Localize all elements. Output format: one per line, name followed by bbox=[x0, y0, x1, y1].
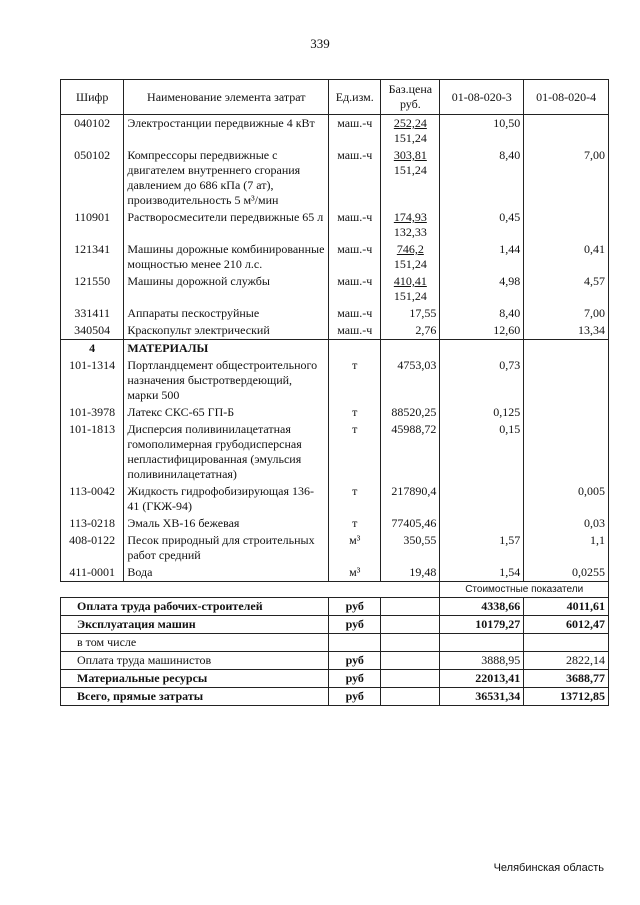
row-unit: маш.-ч bbox=[329, 322, 381, 340]
price-value: 252,24 bbox=[393, 116, 427, 130]
row-name: Машины дорожные комбинированные мощностью менее 210 л.с. bbox=[124, 241, 329, 273]
price-value: 17,55 bbox=[409, 306, 437, 320]
row-name: Компрессоры передвижные с двигателем внутреннего сгорания давлением до 686 кПа (7 ат), производительность 5 м³/мин bbox=[124, 147, 329, 209]
row-col1: 0,73 bbox=[440, 357, 524, 404]
row-unit: м³ bbox=[329, 564, 381, 582]
row-col1: 8,40 bbox=[440, 147, 524, 209]
row-unit: т bbox=[329, 404, 381, 421]
row-name: Эмаль ХВ-16 бежевая bbox=[124, 515, 329, 532]
row-unit: т bbox=[329, 483, 381, 515]
row-col2: 0,0255 bbox=[524, 564, 609, 582]
table-row bbox=[61, 404, 609, 421]
table-row bbox=[61, 273, 609, 305]
row-name: Растворосмесители передвижные 65 л bbox=[124, 209, 329, 241]
row-price bbox=[381, 305, 440, 322]
row-code: 411-0001 bbox=[61, 564, 124, 582]
row-col2 bbox=[524, 421, 609, 483]
row-code: 101-1314 bbox=[61, 357, 124, 404]
total-name: в том числе bbox=[61, 634, 329, 652]
total-row bbox=[61, 598, 609, 616]
price-value: 410,41 bbox=[393, 274, 427, 288]
row-code: 113-0042 bbox=[61, 483, 124, 515]
total-col1: 36531,34 bbox=[440, 688, 524, 706]
section-row bbox=[61, 340, 609, 358]
row-price: 19,48 bbox=[381, 564, 440, 582]
total-unit: руб bbox=[329, 616, 381, 634]
row-unit: маш.-ч bbox=[329, 209, 381, 241]
row-unit: т bbox=[329, 357, 381, 404]
total-col1: 10179,27 bbox=[440, 616, 524, 634]
row-price: 88520,25 bbox=[381, 404, 440, 421]
empty-cell bbox=[61, 582, 440, 598]
row-unit: маш.-ч bbox=[329, 305, 381, 322]
total-col1: 22013,41 bbox=[440, 670, 524, 688]
price-value: 746,2 bbox=[396, 242, 424, 256]
table-row bbox=[61, 305, 609, 322]
row-price bbox=[381, 322, 440, 340]
row-col1: 1,54 bbox=[440, 564, 524, 582]
total-col2: 2822,14 bbox=[524, 652, 609, 670]
row-col1: 0,45 bbox=[440, 209, 524, 241]
row-code: 113-0218 bbox=[61, 515, 124, 532]
header-name: Наименование элемента затрат bbox=[124, 80, 329, 115]
row-price: 77405,46 bbox=[381, 515, 440, 532]
cost-caption: Стоимостные показатели bbox=[440, 582, 609, 598]
row-col1: 0,125 bbox=[440, 404, 524, 421]
row-col2: 7,00 bbox=[524, 305, 609, 322]
empty-cell bbox=[381, 688, 440, 706]
row-code: 101-1813 bbox=[61, 421, 124, 483]
row-unit: т bbox=[329, 421, 381, 483]
page-number: 339 bbox=[310, 36, 330, 51]
price-value: 174,93 bbox=[393, 210, 427, 224]
total-unit: руб bbox=[329, 670, 381, 688]
price-base-value: 151,24 bbox=[393, 257, 427, 271]
row-price bbox=[381, 147, 440, 209]
row-name: Портландцемент общестроительного назначения быстротвердеющий, марки 500 bbox=[124, 357, 329, 404]
row-col1: 1,44 bbox=[440, 241, 524, 273]
row-col2: 0,005 bbox=[524, 483, 609, 515]
total-name: Оплата труда рабочих-строителей bbox=[61, 598, 329, 616]
row-col1 bbox=[440, 515, 524, 532]
row-unit: маш.-ч bbox=[329, 147, 381, 209]
row-price bbox=[381, 273, 440, 305]
row-price: 4753,03 bbox=[381, 357, 440, 404]
header-col1: 01-08-020-3 bbox=[440, 80, 524, 115]
row-name: Краскопульт электрический bbox=[124, 322, 329, 340]
total-name: Эксплуатация машин bbox=[61, 616, 329, 634]
total-name: Материальные ресурсы bbox=[61, 670, 329, 688]
row-name: Жидкость гидрофобизирующая 136-41 (ГКЖ-94) bbox=[124, 483, 329, 515]
total-unit bbox=[329, 634, 381, 652]
header-unit: Ед.изм. bbox=[329, 80, 381, 115]
row-name: Дисперсия поливинилацетатная гомополимерная грубодисперсная непластифицированная (эмульсия поливинилацетатная) bbox=[124, 421, 329, 483]
price-value: 303,81 bbox=[393, 148, 427, 162]
row-unit: маш.-ч bbox=[329, 273, 381, 305]
table-row bbox=[61, 209, 609, 241]
table-body bbox=[61, 115, 609, 706]
row-price: 45988,72 bbox=[381, 421, 440, 483]
row-col1: 1,57 bbox=[440, 532, 524, 564]
total-col1 bbox=[440, 634, 524, 652]
row-name: Вода bbox=[124, 564, 329, 582]
row-price bbox=[381, 241, 440, 273]
row-code: 121341 bbox=[61, 241, 124, 273]
empty-cell bbox=[381, 670, 440, 688]
row-col2 bbox=[524, 115, 609, 148]
price-base-value: 132,33 bbox=[393, 225, 427, 239]
row-code: 040102 bbox=[61, 115, 124, 148]
total-row bbox=[61, 616, 609, 634]
row-code: 331411 bbox=[61, 305, 124, 322]
total-row bbox=[61, 670, 609, 688]
row-unit: маш.-ч bbox=[329, 115, 381, 148]
total-unit: руб bbox=[329, 598, 381, 616]
empty-cell bbox=[440, 340, 524, 358]
row-unit: маш.-ч bbox=[329, 241, 381, 273]
table-row bbox=[61, 115, 609, 148]
total-row bbox=[61, 634, 609, 652]
row-col2 bbox=[524, 209, 609, 241]
row-code: 110901 bbox=[61, 209, 124, 241]
row-price: 350,55 bbox=[381, 532, 440, 564]
row-code: 101-3978 bbox=[61, 404, 124, 421]
row-col1: 8,40 bbox=[440, 305, 524, 322]
total-row bbox=[61, 688, 609, 706]
table-row bbox=[61, 532, 609, 564]
row-unit: м³ bbox=[329, 532, 381, 564]
table-row bbox=[61, 322, 609, 340]
row-col2: 1,1 bbox=[524, 532, 609, 564]
empty-cell bbox=[524, 340, 609, 358]
row-col2: 7,00 bbox=[524, 147, 609, 209]
empty-cell bbox=[381, 340, 440, 358]
row-col1: 0,15 bbox=[440, 421, 524, 483]
footer-region: Челябинская область bbox=[493, 862, 604, 874]
table-row bbox=[61, 357, 609, 404]
price-base-value: 151,24 bbox=[393, 131, 427, 145]
empty-cell bbox=[381, 598, 440, 616]
total-col2: 4011,61 bbox=[524, 598, 609, 616]
row-col2: 0,03 bbox=[524, 515, 609, 532]
header-price: Баз.цена руб. bbox=[381, 80, 440, 115]
table-row bbox=[61, 515, 609, 532]
total-col2: 3688,77 bbox=[524, 670, 609, 688]
row-col2 bbox=[524, 404, 609, 421]
row-name: Латекс СКС-65 ГП-Б bbox=[124, 404, 329, 421]
row-price bbox=[381, 115, 440, 148]
table-row bbox=[61, 241, 609, 273]
section-number: 4 bbox=[61, 340, 124, 358]
total-name: Всего, прямые затраты bbox=[61, 688, 329, 706]
row-name: Машины дорожной службы bbox=[124, 273, 329, 305]
row-col1: 10,50 bbox=[440, 115, 524, 148]
header-col2: 01-08-020-4 bbox=[524, 80, 609, 115]
table-row bbox=[61, 564, 609, 582]
row-col2: 0,41 bbox=[524, 241, 609, 273]
row-code: 050102 bbox=[61, 147, 124, 209]
empty-cell bbox=[381, 616, 440, 634]
row-col2 bbox=[524, 357, 609, 404]
row-col1: 12,60 bbox=[440, 322, 524, 340]
row-price: 217890,4 bbox=[381, 483, 440, 515]
total-col2: 6012,47 bbox=[524, 616, 609, 634]
total-name: Оплата труда машинистов bbox=[61, 652, 329, 670]
row-code: 340504 bbox=[61, 322, 124, 340]
caption-row bbox=[61, 582, 609, 598]
price-base-value: 151,24 bbox=[393, 163, 427, 177]
row-name: Песок природный для строительных работ средний bbox=[124, 532, 329, 564]
cost-table bbox=[60, 79, 609, 706]
total-row bbox=[61, 652, 609, 670]
table-row bbox=[61, 147, 609, 209]
total-unit: руб bbox=[329, 688, 381, 706]
row-price bbox=[381, 209, 440, 241]
table-row bbox=[61, 421, 609, 483]
row-name: Электростанции передвижные 4 кВт bbox=[124, 115, 329, 148]
price-value: 2,76 bbox=[415, 323, 437, 337]
row-col1: 4,98 bbox=[440, 273, 524, 305]
total-col2: 13712,85 bbox=[524, 688, 609, 706]
price-base-value: 151,24 bbox=[393, 289, 427, 303]
table-header-row bbox=[61, 80, 609, 115]
row-col1 bbox=[440, 483, 524, 515]
section-title: МАТЕРИАЛЫ bbox=[124, 340, 329, 358]
empty-cell bbox=[381, 652, 440, 670]
row-unit: т bbox=[329, 515, 381, 532]
row-col2: 13,34 bbox=[524, 322, 609, 340]
row-col2: 4,57 bbox=[524, 273, 609, 305]
total-col1: 3888,95 bbox=[440, 652, 524, 670]
row-code: 121550 bbox=[61, 273, 124, 305]
total-unit: руб bbox=[329, 652, 381, 670]
empty-cell bbox=[381, 634, 440, 652]
row-name: Аппараты пескоструйные bbox=[124, 305, 329, 322]
total-col1: 4338,66 bbox=[440, 598, 524, 616]
table-row bbox=[61, 483, 609, 515]
row-code: 408-0122 bbox=[61, 532, 124, 564]
empty-cell bbox=[329, 340, 381, 358]
header-code: Шифр bbox=[61, 80, 124, 115]
total-col2 bbox=[524, 634, 609, 652]
